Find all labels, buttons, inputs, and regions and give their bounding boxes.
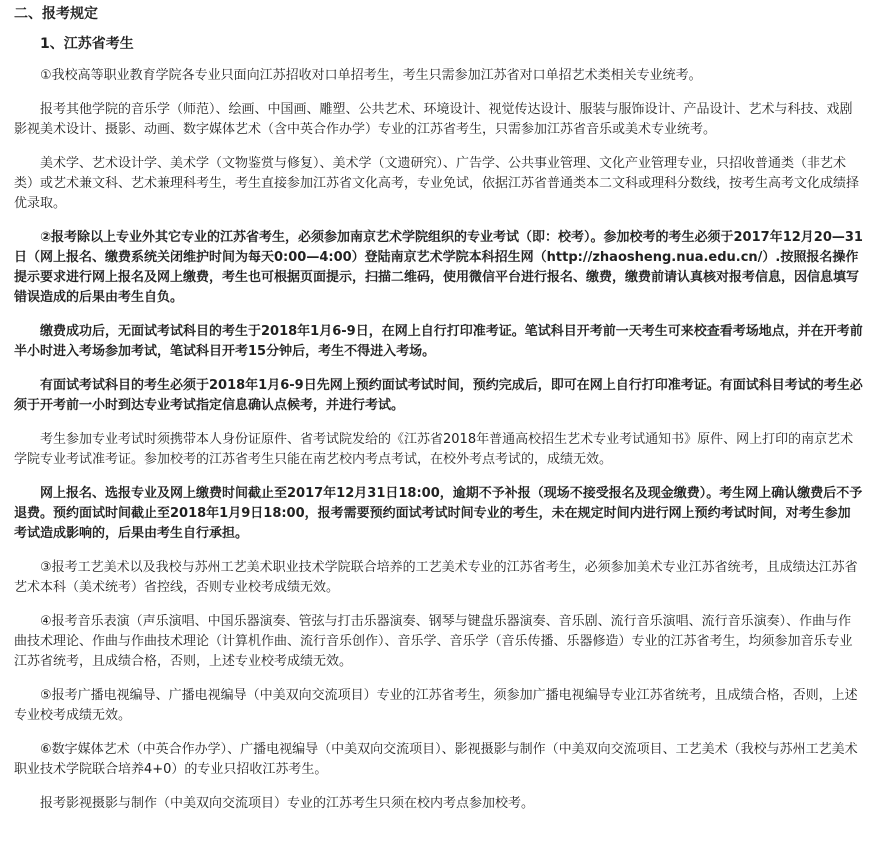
paragraph-5: 缴费成功后，无面试考试科目的考生于2018年1月6-9日，在网上自行打印准考证。笔试科目开考前一天考生可来校查看考场地点，并在开考前半小时进入考场参加考试，笔试科目开考15分钟后，考生不得进入考场。 [14, 324, 863, 359]
paragraph-3: 美术学、艺术设计学、美术学（文物鉴赏与修复）、美术学（文遗研究）、广告学、公共事业管理、文化产业管理专业，只招收普通类（非艺术类）或艺术兼文科、艺术兼理科考生，考生直接参加江苏省文化高考，专业免试，依据江苏省普通类本二文科或理科分数线，按考生高考文化成绩择优录取。 [14, 156, 860, 211]
paragraph-11: ⑤报考广播电视编导、广播电视编导（中美双向交流项目）专业的江苏省考生，须参加广播电视编导专业江苏省统考，且成绩合格，否则，上述专业校考成绩无效。 [14, 688, 858, 723]
paragraph-1: ①我校高等职业教育学院各专业只面向江苏招收对口单招考生，考生只需参加江苏省对口单招艺术类相关专业统考。 [40, 68, 702, 83]
paragraph-2: 报考其他学院的音乐学（师范）、绘画、中国画、雕塑、公共艺术、环境设计、视觉传达设计、服装与服饰设计、产品设计、艺术与科技、戏剧影视美术设计、摄影、动画、数字媒体艺术（含中英合作办学）专业的江苏省考生，只需参加江苏省音乐或美术专业统考。 [14, 102, 853, 137]
section-title: 二、报考规定 [14, 6, 98, 22]
subsection-title: 1、江苏省考生 [40, 36, 134, 52]
paragraph-13: 报考影视摄影与制作（中美双向交流项目）专业的江苏考生只须在校内考点参加校考。 [40, 796, 535, 811]
paragraph-4: ②报考除以上专业外其它专业的江苏省考生，必须参加南京艺术学院组织的专业考试（即：校考）。参加校考的考生必须于2017年12月20—31日（网上报名、缴费系统关闭维护时间为每天0:00—4:00）登陆南京艺术学院本科招生网（http://zhaosheng.nua.edu.cn/）.按照报名操作提示要求进行网上报名及网上缴费，考生也可根据页面提示，扫描二维码，使用微信平台进行报名、缴费，缴费前请认真核对报考信息，因信息填写错误造成的后果由考生自负。 [14, 230, 863, 305]
paragraph-9: ③报考工艺美术以及我校与苏州工艺美术职业技术学院联合培养的工艺美术专业的江苏省考生，必须参加美术专业江苏省统考，且成绩达江苏省艺术本科（美术统考）省控线，否则专业校考成绩无效。 [14, 560, 858, 595]
paragraph-10: ④报考音乐表演（声乐演唱、中国乐器演奏、管弦与打击乐器演奏、钢琴与键盘乐器演奏、音乐剧、流行音乐演唱、流行音乐演奏）、作曲与作曲技术理论、作曲与作曲技术理论（计算机作曲、流行音乐创作）、音乐学、音乐学（音乐传播、乐器修造）专业的江苏省考生，均须参加音乐专业江苏省统考，且成绩合格，否则，上述专业校考成绩无效。 [14, 614, 853, 669]
paragraph-7: 考生参加专业考试时须携带本人身份证原件、省考试院发给的《江苏省2018年普通高校招生艺术专业考试通知书》原件、网上打印的南京艺术学院专业考试准考证。参加校考的江苏省考生只能在南艺校内考点考试，在校外考点考试的，成绩无效。 [14, 432, 854, 467]
paragraph-8: 网上报名、选报专业及网上缴费时间截止至2017年12月31日18:00，逾期不予补报（现场不接受报名及现金缴费）。考生网上确认缴费后不予退费。预约面试时间截止至2018年1月9日18:00，报考需要预约面试考试时间专业的考生，未在规定时间内进行网上预约考试时间，对考生参加考试造成影响的，后果由考生自行承担。 [14, 486, 863, 541]
paragraph-6: 有面试考试科目的考生必须于2018年1月6-9日先网上预约面试考试时间，预约完成后，即可在网上自行打印准考证。有面试科目考试的考生必须于开考前一小时到达专业考试指定信息确认点候考，并进行考试。 [14, 378, 863, 413]
paragraph-12: ⑥数字媒体艺术（中英合作办学）、广播电视编导（中美双向交流项目）、影视摄影与制作（中美双向交流项目、工艺美术（我校与苏州工艺美术职业技术学院联合培养4+0）的专业只招收江苏考生。 [14, 742, 858, 777]
